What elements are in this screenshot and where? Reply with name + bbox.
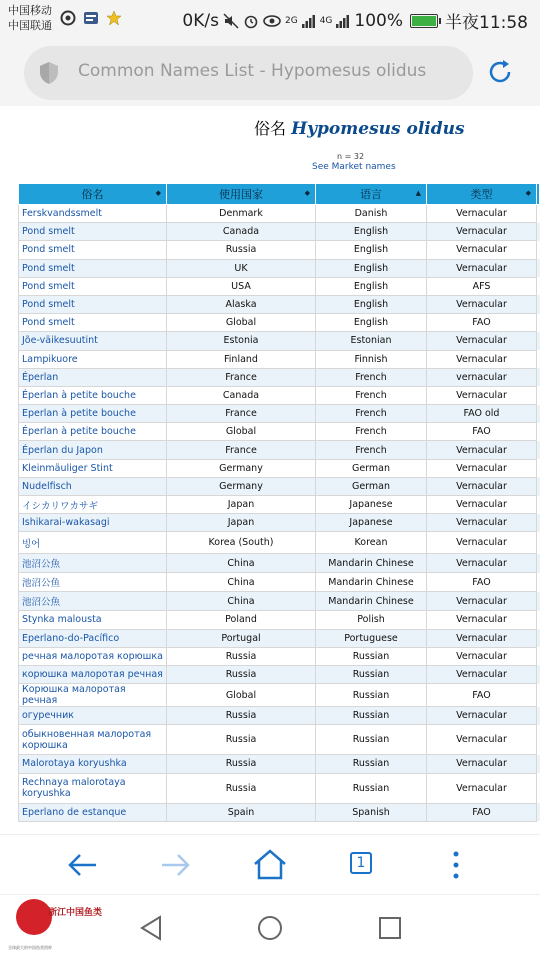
language-cell: Russian [316,707,427,725]
common-name-link[interactable]: речная малоротая корюшка [19,647,167,665]
type-cell: FAO [427,423,537,441]
sort-icon: ◆ [155,189,161,197]
language-cell: Mandarin Chinese [316,573,427,592]
reload-icon[interactable] [486,58,514,86]
common-name-link[interactable]: Eperlano-do-Pacífico [19,629,167,647]
language-cell: Mandarin Chinese [316,554,427,573]
table-row [19,459,540,477]
row-overflow-cell [537,573,540,592]
type-cell: Vernacular [427,223,537,241]
country-cell: China [167,592,316,611]
common-name-link[interactable]: 池沼公魚 [19,592,167,611]
type-cell: Vernacular [427,647,537,665]
country-cell: China [167,554,316,573]
row-overflow-cell [537,259,540,277]
language-cell: French [316,441,427,459]
country-cell: Germany [167,477,316,495]
row-overflow-cell [537,477,540,495]
row-overflow-cell [537,441,540,459]
table-row [19,773,540,803]
country-cell: Russia [167,647,316,665]
mute-icon [223,13,239,29]
language-cell: English [316,277,427,295]
common-name-link[interactable]: огуречник [19,707,167,725]
status-right [182,8,528,33]
type-cell: AFS [427,277,537,295]
col-header-overflow [537,184,540,205]
more-menu-icon[interactable] [436,845,476,885]
table-row [19,611,540,629]
row-overflow-cell [537,611,540,629]
table-row [19,755,540,773]
type-cell: FAO [427,314,537,332]
battery-icon [410,14,438,28]
row-overflow-cell [537,368,540,386]
table-row [19,665,540,683]
country-cell: Japan [167,496,316,514]
type-cell: FAO [427,803,537,821]
row-overflow-cell [537,386,540,404]
col-header-label: 类型 [470,188,493,201]
common-name-link[interactable]: Pond smelt [19,241,167,259]
type-cell: Vernacular [427,205,537,223]
row-overflow-cell [537,707,540,725]
shield-icon [38,61,60,85]
type-cell: Vernacular [427,773,537,803]
row-overflow-cell [537,532,540,554]
country-cell: Russia [167,241,316,259]
signal-1-icon [302,14,316,28]
country-cell: Finland [167,350,316,368]
country-cell: Global [167,314,316,332]
table-row [19,554,540,573]
common-name-link[interactable]: 池沼公魚 [19,554,167,573]
table-row [19,725,540,755]
table-row [19,314,540,332]
carrier-1: 中国移动 [8,4,52,17]
common-name-link[interactable]: Pond smelt [19,295,167,313]
address-bar[interactable] [24,46,473,100]
back-icon[interactable] [62,845,102,885]
country-cell: Spain [167,803,316,821]
row-overflow-cell [537,350,540,368]
language-cell: Russian [316,755,427,773]
row-overflow-cell [537,423,540,441]
country-cell: Alaska [167,295,316,313]
country-cell: France [167,368,316,386]
language-cell: German [316,477,427,495]
common-name-link[interactable]: 빙어 [19,532,167,554]
watermark-subtitle: 全球最大的中国鱼类图库 [8,945,52,950]
country-cell: Korea (South) [167,532,316,554]
carrier-2: 中国联通 [8,19,52,32]
network-type-2: 4G [319,15,333,26]
language-cell: French [316,386,427,404]
row-overflow-cell [537,592,540,611]
row-overflow-cell [537,665,540,683]
language-cell: Danish [316,205,427,223]
common-name-link[interactable]: Éperlan [19,368,167,386]
table-row [19,647,540,665]
col-header-type[interactable] [427,184,537,205]
row-overflow-cell [537,277,540,295]
row-overflow-cell [537,332,540,350]
country-cell: Japan [167,514,316,532]
type-cell: Vernacular [427,611,537,629]
language-cell: Spanish [316,803,427,821]
table-header-row [19,184,540,205]
row-overflow-cell [537,295,540,313]
address-text: Common Names List - Hypomesus olidus [78,61,427,81]
type-cell: Vernacular [427,665,537,683]
table-row [19,350,540,368]
table-row [19,332,540,350]
language-cell: Portuguese [316,629,427,647]
home-icon[interactable] [250,845,290,885]
language-cell: Russian [316,684,427,707]
common-name-link[interactable]: Kleinmäuliger Stint [19,459,167,477]
type-cell: Vernacular [427,532,537,554]
country-cell: Russia [167,725,316,755]
table-row [19,532,540,554]
network-speed: 0K/s [182,10,219,31]
language-cell: Russian [316,725,427,755]
row-overflow-cell [537,647,540,665]
type-cell: Vernacular [427,755,537,773]
common-name-link[interactable]: Ferskvandssmelt [19,205,167,223]
page-title-prefix: 俗名 [254,119,287,138]
system-recents-icon[interactable] [375,913,405,943]
table-row [19,405,540,423]
type-cell: Vernacular [427,259,537,277]
row-overflow-cell [537,684,540,707]
language-cell: Polish [316,611,427,629]
table-row [19,223,540,241]
common-name-link[interactable]: корюшка малоротая речная [19,665,167,683]
type-cell: Vernacular [427,592,537,611]
table-row [19,684,540,707]
language-cell: English [316,223,427,241]
col-header-label: 俗名 [81,188,104,201]
language-cell: English [316,241,427,259]
common-name-link[interactable]: обыкновенная малоротая корюшка [19,725,167,755]
country-cell: USA [167,277,316,295]
row-overflow-cell [537,773,540,803]
type-cell: Vernacular [427,386,537,404]
row-overflow-cell [537,241,540,259]
country-cell: Germany [167,459,316,477]
type-cell: FAO [427,684,537,707]
type-cell: Vernacular [427,241,537,259]
country-cell: Canada [167,386,316,404]
common-name-link[interactable]: Pond smelt [19,259,167,277]
common-name-link[interactable]: Éperlan à petite bouche [19,386,167,404]
table-row [19,241,540,259]
common-name-link[interactable]: Корюшка малоротая речная [19,684,167,707]
language-cell: French [316,423,427,441]
country-cell: Russia [167,665,316,683]
notification-app-icon [60,10,76,26]
common-name-link[interactable]: Eperlan à petite bouche [19,405,167,423]
country-cell: Poland [167,611,316,629]
table-row [19,707,540,725]
common-name-link[interactable]: Eperlano de estanque [19,803,167,821]
row-overflow-cell [537,496,540,514]
table-row [19,477,540,495]
row-overflow-cell [537,459,540,477]
clock: 半夜11:58 [445,13,528,33]
page-title-species: Hypomesus olidus [291,119,465,139]
common-name-link[interactable]: Pond smelt [19,277,167,295]
table-row [19,496,540,514]
forward-icon[interactable] [156,845,196,885]
star-icon [106,10,122,26]
type-cell: Vernacular [427,629,537,647]
country-cell: Russia [167,755,316,773]
language-cell: Japanese [316,514,427,532]
table-row [19,514,540,532]
type-cell: Vernacular [427,459,537,477]
language-cell: Estonian [316,332,427,350]
type-cell: Vernacular [427,725,537,755]
row-overflow-cell [537,205,540,223]
row-overflow-cell [537,629,540,647]
table-row [19,386,540,404]
country-cell: Canada [167,223,316,241]
country-cell: France [167,441,316,459]
country-cell: Estonia [167,332,316,350]
country-cell: Russia [167,707,316,725]
common-name-link[interactable]: Lampikuore [19,350,167,368]
sort-asc-icon: ▲ [415,189,421,197]
network-type-1: 2G [284,15,298,26]
col-header-label: 语言 [360,188,382,201]
country-cell: Global [167,423,316,441]
common-name-link[interactable]: Rechnaya malorotaya koryushka [19,773,167,803]
language-cell: German [316,459,427,477]
language-cell: Russian [316,647,427,665]
type-cell: Vernacular [427,707,537,725]
common-name-link[interactable]: Ishikarai-wakasagi [19,514,167,532]
row-overflow-cell [537,314,540,332]
language-cell: Japanese [316,496,427,514]
type-cell: Vernacular [427,514,537,532]
type-cell: Vernacular [427,332,537,350]
type-cell: Vernacular [427,554,537,573]
row-overflow-cell [537,755,540,773]
row-overflow-cell [537,554,540,573]
col-header-language[interactable] [316,184,427,205]
record-count: n = 32 [337,152,365,161]
table-row [19,629,540,647]
table-row [19,259,540,277]
status-bar [0,0,540,40]
country-cell: China [167,573,316,592]
market-names-link[interactable]: See Market names [312,162,396,172]
type-cell: Vernacular [427,477,537,495]
country-cell: Denmark [167,205,316,223]
common-name-link[interactable]: Jõe-väikesuutint [19,332,167,350]
system-home-icon[interactable] [255,913,285,943]
type-cell: Vernacular [427,441,537,459]
signal-2-icon [336,14,350,28]
table-row [19,368,540,386]
common-names-table [18,183,540,822]
type-cell: FAO old [427,405,537,423]
language-cell: Russian [316,773,427,803]
eye-comfort-icon [263,13,281,29]
col-header-common-name[interactable] [19,184,167,205]
language-cell: Mandarin Chinese [316,592,427,611]
common-name-link[interactable]: 池沼公鱼 [19,573,167,592]
common-name-link[interactable]: Pond smelt [19,314,167,332]
language-cell: Korean [316,532,427,554]
table-row [19,423,540,441]
col-header-country[interactable] [167,184,316,205]
news-app-icon [83,10,99,26]
type-cell: Vernacular [427,350,537,368]
browser-bottom-nav [0,834,540,895]
common-name-link[interactable]: Malorotaya koryushka [19,755,167,773]
common-name-link[interactable]: Éperlan du Japon [19,441,167,459]
alarm-icon [243,13,259,29]
system-nav-bar [0,894,540,961]
page-title [254,116,465,139]
language-cell: French [316,405,427,423]
sort-icon: ◆ [525,189,531,197]
table-row [19,803,540,821]
table-row [19,205,540,223]
watermark-logo [8,897,108,957]
common-name-link[interactable]: Pond smelt [19,223,167,241]
battery-percent: 100% [354,10,403,31]
language-cell: English [316,259,427,277]
row-overflow-cell [537,725,540,755]
country-cell: UK [167,259,316,277]
system-back-icon[interactable] [136,913,166,943]
table-row [19,592,540,611]
table-row [19,277,540,295]
common-name-link[interactable]: イシカリワカサギ [19,496,167,514]
country-cell: France [167,405,316,423]
language-cell: Russian [316,665,427,683]
col-header-label: 使用国家 [219,188,263,201]
common-name-link[interactable]: Stynka malousta [19,611,167,629]
table-row [19,295,540,313]
row-overflow-cell [537,405,540,423]
sort-icon: ◆ [304,189,310,197]
type-cell: FAO [427,573,537,592]
table-row [19,573,540,592]
language-cell: English [316,314,427,332]
watermark-emblem [16,899,52,935]
language-cell: Finnish [316,350,427,368]
watermark-brand: 浙江中国鱼类 [48,908,103,918]
type-cell: vernacular [427,368,537,386]
type-cell: Vernacular [427,295,537,313]
row-overflow-cell [537,803,540,821]
country-cell: Global [167,684,316,707]
type-cell: Vernacular [427,496,537,514]
browser-toolbar [0,40,540,106]
carrier-labels [8,3,52,33]
row-overflow-cell [537,223,540,241]
country-cell: Portugal [167,629,316,647]
tabs-button[interactable]: 1 [350,852,372,874]
row-overflow-cell [537,514,540,532]
table-row [19,441,540,459]
common-name-link[interactable]: Nudelfisch [19,477,167,495]
country-cell: Russia [167,773,316,803]
language-cell: English [316,295,427,313]
language-cell: French [316,368,427,386]
common-name-link[interactable]: Éperlan à petite bouche [19,423,167,441]
